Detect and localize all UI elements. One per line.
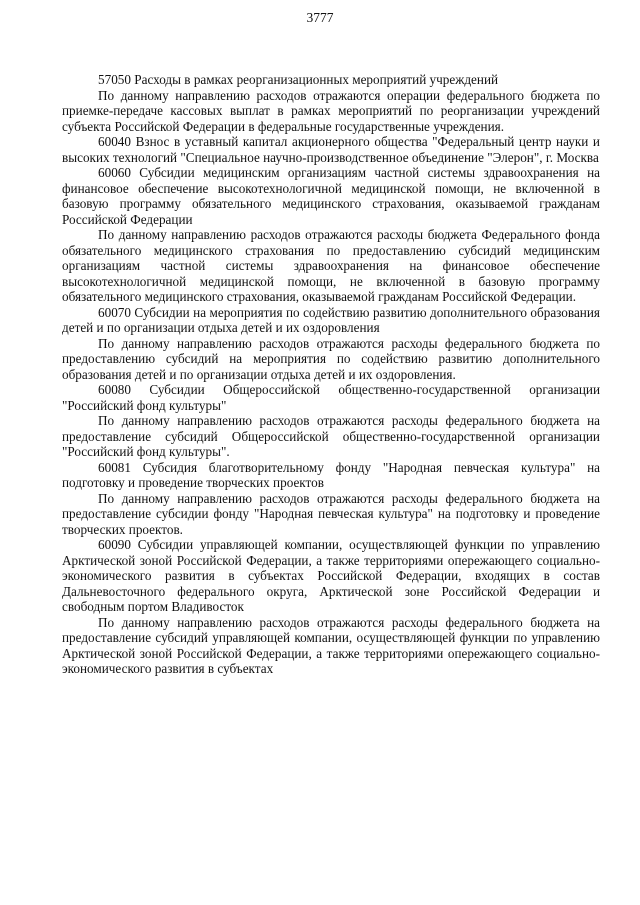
section-heading-57050: 57050 Расходы в рамках реорганизационных мероприятий учреждений [98,72,499,87]
document-body [62,72,600,677]
section-heading-60081: 60081 Субсидия благотворительному фонду "Народная певческая культура" на подготовку и проведение творческих проектов [62,459,600,490]
section-heading-60070: 60070 Субсидии на мероприятия по содействию развитию дополнительного образования детей и по организации отдыха детей и их оздоровления [62,304,600,335]
paragraph: По данному направлению расходов отражаются расходы бюджета Федерального фонда обязательного медицинского страхования по предоставлению субсидий медицинским организациям частной системы здравоохранения на финансовое обеспечение высокотехнологичной медицинской помощи, не включенной в базовую программу обязательного медицинского страхования, оказываемой гражданам Российской Федерации. [62,227,600,304]
paragraph: По данному направлению расходов отражаются операции федерального бюджета по приемке-передаче кассовых выплат в рамках мероприятий по реорганизации учреждений субъекта Российской Федерации в федеральные государственные учреждения. [62,87,600,134]
section-heading-60040: 60040 Взнос в уставный капитал акционерного общества "Федеральный центр науки и высоких технологий "Специальное научно-производственное объединение "Элерон", г. Москва [62,134,600,165]
paragraph: По данному направлению расходов отражаются расходы федерального бюджета на предоставление субсидий управляющей компании, осуществляющей функции по управлению Арктической зоной Российской Федерации, а также территориями опережающего социально-экономического развития в субъектах [62,614,600,676]
paragraph: По данному направлению расходов отражаются расходы федерального бюджета по предоставлению субсидий на мероприятия по содействию развитию дополнительного образования детей и по организации отдыха детей и их оздоровления. [62,335,600,382]
section-heading-60060: 60060 Субсидии медицинским организациям частной системы здравоохранения на финансовое обеспечение высокотехнологичной медицинской помощи, не включенной в базовую программу обязательного медицинского страхования, оказываемой гражданам Российской Федерации [62,165,600,227]
paragraph: По данному направлению расходов отражаются расходы федерального бюджета на предоставление субсидий Общероссийской общественно-государственной организации "Российский фонд культуры". [62,413,600,459]
paragraph: По данному направлению расходов отражаются расходы федерального бюджета на предоставление субсидии фонду "Народная певческая культура" на подготовку и проведение творческих проектов. [62,490,600,537]
section-heading-60090: 60090 Субсидии управляющей компании, осуществляющей функции по управлению Арктической зоной Российской Федерации, а также территориями опережающего социально-экономического развития в субъектах Российской Федерации, входящих в состав Дальневосточного федерального округа, Арктической зоне Российской Федерации и свободным портом Владивосток [62,537,600,614]
section-heading-60080: 60080 Субсидии Общероссийской общественно-государственной организации "Российский фонд культуры" [62,382,600,413]
page-number: 3777 [306,10,334,25]
